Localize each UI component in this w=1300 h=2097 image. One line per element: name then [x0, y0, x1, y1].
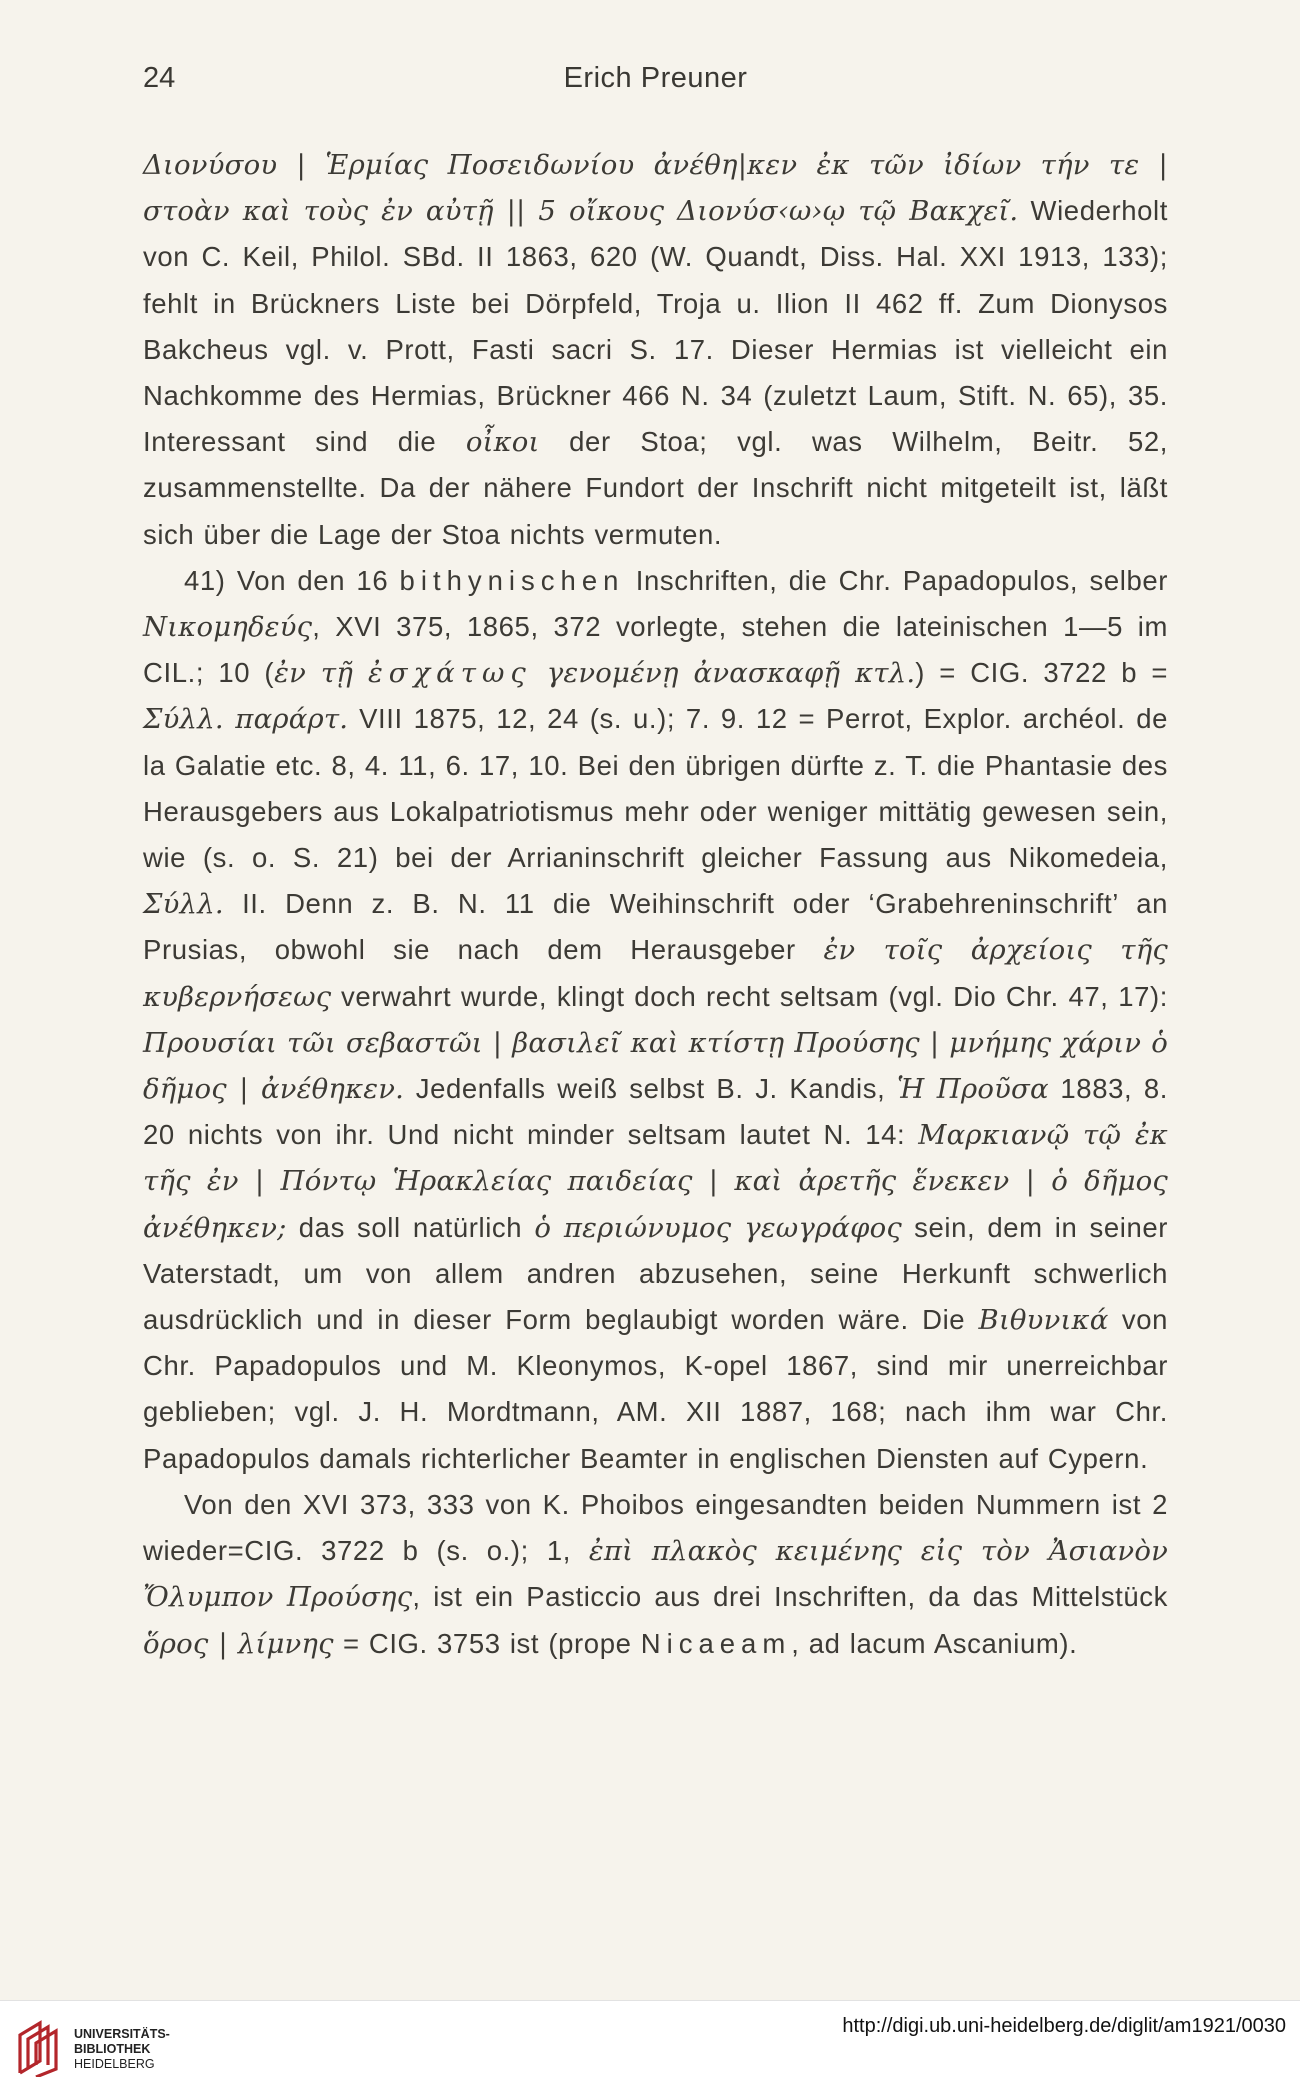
- greek-term: Νικομηδεύς: [143, 611, 313, 644]
- greek-term: ἐν τῇ: [274, 657, 368, 690]
- logo-line: HEIDELBERG: [74, 2057, 155, 2071]
- paragraph-text: verwahrt wurde, klingt doch recht seltsam (vgl. Dio Chr. 47, 17):: [331, 980, 1168, 1012]
- library-footer: [0, 2000, 1300, 2097]
- paragraph-text: , ad lacum Ascanium).: [791, 1627, 1078, 1659]
- greek-term: οἶκοι: [465, 426, 540, 459]
- logo-line: UNIVERSITÄTS-: [74, 2027, 170, 2041]
- greek-term: Σύλλ. παράρτ.: [143, 703, 349, 736]
- greek-term: Σύλλ.: [143, 888, 224, 921]
- paragraph-text: das soll natürlich: [286, 1211, 535, 1243]
- paragraph-2: [143, 558, 1168, 1482]
- running-head: Erich Preuner: [563, 62, 748, 94]
- greek-inscription-text: Μαρκιανῷ τῷ ἐκ τῆς ἐν | Πόντῳ Ἡρακλείας παιδείας | καὶ ἀρετῆς ἕνεκεν | ὁ δῆμος ἀνέθηκεν;: [143, 1119, 1169, 1244]
- paragraph-text: = CIG. 3753 ist (prope: [333, 1627, 641, 1659]
- paragraph-3: [143, 1482, 1168, 1667]
- paragraph-text: von Chr. Papadopulos und M. Kleonymos, K-opel 1867, sind mir unerreichbar geblieben; vgl. J. H. Mordtmann, AM. XII 1887, 168; nach ihm war Chr. Papadopulos damals richterlicher Beamter in englischen Diensten auf Cypern.: [143, 1304, 1168, 1474]
- paragraph-text: 41) Von den 16: [184, 564, 400, 596]
- paragraph-text: Von den XVI 373, 333 von K. Phoibos eingesandten beiden Nummern ist 2 wieder=CIG. 3722 b (s. o.); 1,: [143, 1488, 1168, 1567]
- library-logo-icon: [14, 2017, 64, 2077]
- paragraph-text: VIII 1875, 12, 24 (s. u.); 7. 9. 12 = Perrot, Explor. archéol. de la Galatie etc. 8, 4. 11, 6. 17, 10. Bei den übrigen dürfte z. T. die Phantasie des Herausgebers aus Lokalpatriotismus mehr oder weniger mittätig gewesen sein, wie (s. o. S. 21) bei der Arrianinschrift gleicher Fassung aus Nikomedeia,: [143, 703, 1169, 874]
- paragraph-text: sein, dem in seiner Vaterstadt, um von allem andren abzusehen, seine Herkunft schwerlich ausdrücklich und in dieser Form beglaubigt worden wäre. Die: [143, 1211, 1168, 1336]
- spaced-word: Nicaeam: [640, 1627, 792, 1659]
- paragraph-text: , ist ein Pasticcio aus drei Inschriften, da das Mittelstück: [412, 1581, 1168, 1613]
- paragraph-1: [143, 142, 1168, 558]
- greek-term: ὁ περιώνυμος γεωγράφος: [534, 1211, 902, 1244]
- paragraph-text: 1883, 8. 20 nichts von ihr. Und nicht minder seltsam lautet N. 14:: [143, 1073, 1168, 1151]
- greek-term: Ἡ Προῦσα: [896, 1073, 1049, 1106]
- greek-term: γενομένῃ ἀνασκαφῇ κτλ.: [531, 657, 916, 690]
- page-number: 24: [143, 62, 176, 94]
- paragraph-text: Inschriften, die Chr. Papadopulos, selber: [624, 564, 1168, 596]
- paragraph-text: Jedenfalls weiß selbst B. J. Kandis,: [404, 1073, 897, 1105]
- paragraph-text: , XVI 375, 1865, 372 vorlegte, stehen die lateinischen 1—5 im CIL.; 10 (: [143, 611, 1168, 689]
- greek-term: ὅρος | λίμνης: [143, 1627, 334, 1660]
- library-logo-text: [74, 2027, 170, 2072]
- paragraph-text: ) = CIG. 3722 b =: [915, 657, 1168, 689]
- paragraph-text: Wiederholt von C. Keil, Philol. SBd. II 1863, 620 (W. Quandt, Diss. Hal. XXI 1913, 133); fehlt in Brückners Liste bei Dörpfeld, Troja u. Ilion II 462 ff. Zum Dionysos Bakcheus vgl. v. Prott, Fasti sacri S. 17. Dieser Hermias ist vielleicht ein Nachkomme des Hermias, Brückner 466 N. 34 (zuletzt Laum, Stift. N. 65), 35. Interessant sind die: [143, 195, 1168, 458]
- paragraph-text: der Stoa; vgl. was Wilhelm, Beitr. 52, zusammenstellte. Da der nähere Fundort der Inschrift nicht mitgeteilt ist, läßt sich über die Lage der Stoa nichts vermuten.: [143, 426, 1168, 550]
- greek-term: ἐν τοῖς ἀρχείοις τῆς κυβερνήσεως: [143, 934, 1168, 1013]
- logo-line: BIBLIOTHEK: [74, 2042, 151, 2056]
- page-header: [143, 62, 1168, 112]
- greek-spaced-term: ἐσχάτως: [367, 657, 532, 690]
- greek-inscription-text: Διονύσου | Ἑρμίας Ποσειδωνίου ἀνέθη|κεν ἐκ τῶν ἰδίων τήν τε |: [143, 149, 1168, 181]
- greek-term: ἐπὶ πλακὸς κειμένης εἰς τὸν Ἀσιανὸν Ὄλυμπον Προύσης: [143, 1535, 1168, 1614]
- paragraph-text: II. Denn z. B. N. 11 die Weihinschrift oder ‘Grabehreninschrift’ an Prusias, obwohl sie nach dem Herausgeber: [143, 888, 1168, 966]
- spaced-word: bithynischen: [399, 564, 625, 596]
- greek-inscription-text: Προυσίαι τῶι σεβαστῶι | βασιλεῖ καὶ κτίστῃ Προύσης | μνήμης χάριν ὁ δῆμος | ἀνέθηκεν.: [143, 1026, 1168, 1106]
- greek-term: Βιθυνικά: [978, 1304, 1109, 1337]
- permalink-url[interactable]: http://digi.ub.uni-heidelberg.de/diglit/am1921/0030: [842, 2015, 1286, 2037]
- body-text: [143, 142, 1168, 1667]
- library-logo[interactable]: [14, 2013, 204, 2085]
- greek-inscription-text: στοὰν καὶ τοὺς ἐν αὐτῇ || 5 οἴκους Διονύσ‹ω›ῳ τῷ Βακχεῖ.: [143, 195, 1019, 228]
